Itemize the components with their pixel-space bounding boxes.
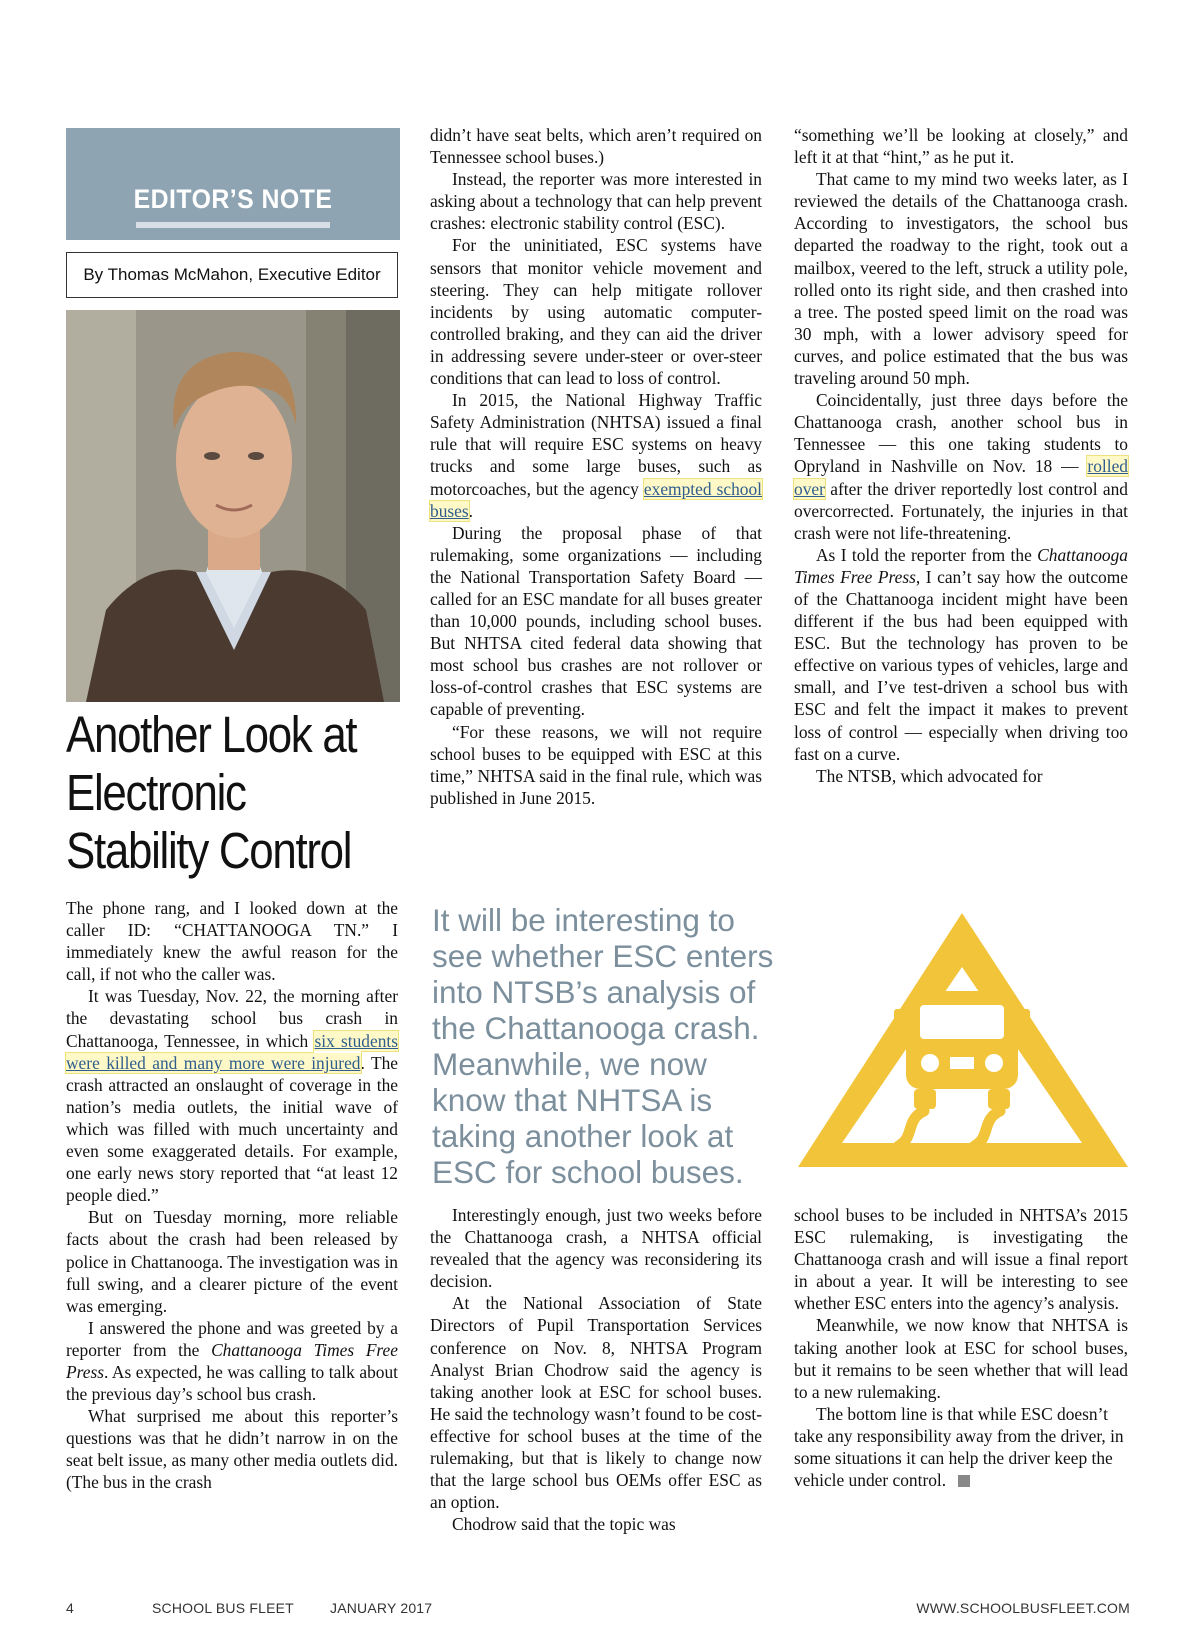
end-mark-square-icon — [958, 1475, 970, 1487]
paragraph: During the proposal phase of that rulemaking, some organizations — including the National Transportation Safety Board — called for an ESC mandate for all buses greater than 10,000 pounds, including school buses. But NHTSA cited federal data showing that most school bus crashes are not rollover or loss-of-control crashes that ESC systems are capable of preventing. — [430, 522, 762, 720]
school-bus-skid-warning-icon — [790, 905, 1135, 1175]
paragraph: Meanwhile, we now know that NHTSA is taking another look at ESC for school buses, but it remains to be seen whether that will lead to a new rulemaking. — [794, 1315, 1128, 1402]
link-six-students-killed[interactable]: six students were killed and many more were injured — [66, 1030, 399, 1073]
column-2-bottom-body — [430, 1204, 762, 1535]
paragraph: school buses to be included in NHTSA’s 2015 ESC rulemaking, is investigating the Chattanooga crash and will issue a final report in about a year. It will be interesting to see whether ESC enters into the agency’s analysis. — [794, 1205, 1128, 1314]
paragraph: Instead, the reporter was more interested in asking about a technology that can help prevent crashes: electronic stability control (ESC). — [430, 169, 762, 234]
paragraph: “For these reasons, we will not require school buses to be equipped with ESC at this time,” NHTSA said in the final rule, which was published in June 2015. — [430, 721, 762, 808]
paragraph: As I told the reporter from the Chattanooga Times Free Press, I can’t say how the outcome of the Chattanooga incident might have been different if the bus had been equipped with ESC. But the technology has proven to be effective on various types of vehicles, large and small, and I’ve test-driven a school bus with ESC and felt the impact it makes to prevent loss of control — especially when driving too fast on a curve. — [794, 544, 1128, 764]
paragraph: For the uninitiated, ESC systems have sensors that monitor vehicle movement and steering. They can help mitigate rollover incidents by using automatic computer-controlled braking, and they can aid the driver in addressing severe under-steer or over-steer conditions that can lead to loss of control. — [430, 235, 762, 389]
byline-box — [66, 252, 398, 298]
editor-portrait-photo — [66, 310, 400, 702]
footer-publication: SCHOOL BUS FLEET — [152, 1600, 294, 1616]
paragraph: Chodrow said that the topic was — [452, 1514, 676, 1535]
paragraph: The NTSB, which advocated for — [816, 765, 1043, 786]
link-rolled-over[interactable]: rolled over — [794, 456, 1128, 499]
footer-page-number: 4 — [66, 1600, 74, 1616]
banner-label: EDITOR’S NOTE — [133, 184, 333, 214]
paragraph: At the National Association of State Directors of Pupil Transportation Services conference on Nov. 8, NHTSA Program Analyst Brian Chodrow said the agency is taking another look at ESC for school buses. He said the technology wasn’t found to be cost-effective for school buses at the time of the rulemaking, but that is likely to change now that the large school bus OEMs offer ESC as an option. — [430, 1293, 762, 1513]
article-headline — [66, 706, 406, 880]
paragraph: But on Tuesday morning, more reliable facts about the crash had been released by police in Chattanooga. The investigation was in full swing, and a clearer picture of the event was emerging. — [66, 1207, 398, 1316]
paragraph: Interestingly enough, just two weeks before the Chattanooga crash, a NHTSA official revealed that the agency was reconsidering its decision. — [430, 1205, 762, 1292]
paragraph: The phone rang, and I looked down at the caller ID: “CHATTANOOGA TN.” I immediately knew the awful reason for the call, if not who the caller was. — [66, 898, 398, 985]
column-3-bottom-body — [794, 1204, 1128, 1491]
footer-website-link[interactable]: WWW.SCHOOLBUSFLEET.COM — [916, 1600, 1130, 1616]
pull-quote: It will be interesting to see whether ESC enters into NTSB’s analysis of the Chattanooga crash. Meanwhile, we now know that NHTSA is taking another look at ESC for school buses. — [432, 902, 774, 1190]
headline-line-1: Another Look at — [66, 706, 357, 763]
column-1-body — [66, 897, 398, 1494]
byline: By Thomas McMahon, Executive Editor — [83, 265, 381, 284]
paragraph: It was Tuesday, Nov. 22, the morning after the devastating school bus crash in Chattanooga, Tennessee, in which six students were killed and many more were injured. The crash attracted an onslaught of coverage in the nation’s media outlets, the initial wave of which was filled with much uncertainty and even some exaggerated details. For example, one early news story reported that “at least 12 people died.” — [66, 986, 399, 1206]
paragraph: The bottom line is that while ESC doesn’t take any responsibility away from the driver, in some situations it can help the driver keep the vehicle under control. — [794, 1403, 1124, 1491]
column-2-top-body — [430, 124, 762, 809]
paragraph: didn’t have seat belts, which aren’t required on Tennessee school buses.) — [430, 125, 762, 168]
link-exempted-school-buses[interactable]: exempted school buses — [430, 478, 762, 521]
paragraph: What surprised me about this reporter’s questions was that he didn’t narrow in on the seat belt issue, as many other media outlets did. (The bus in the crash — [66, 1406, 398, 1493]
paragraph: I answered the phone and was greeted by a reporter from the Chattanooga Times Free Press. As expected, he was calling to talk about the previous day’s school bus crash. — [66, 1317, 398, 1405]
banner-underline — [136, 222, 330, 228]
paragraph: “something we’ll be looking at closely,” and left it at that “hint,” as he put it. — [794, 125, 1128, 168]
headline-line-2: Electronic — [66, 764, 246, 821]
paragraph: Coincidentally, just three days before the Chattanooga crash, another school bus in Tennessee — this one taking students to Opryland in Nashville on Nov. 18 — rolled over after the driver reportedly lost control and overcorrected. Fortunately, the injuries in that crash were not life-threatening. — [794, 390, 1128, 543]
column-3-top-body — [794, 124, 1128, 787]
paragraph: That came to my mind two weeks later, as I reviewed the details of the Chattanooga crash. According to investigators, the school bus departed the roadway to the right, took out a mailbox, veered to the left, struck a utility pole, rolled onto its right side, and then crashed into a tree. The posted speed limit on the road was 30 mph, with a lower advisory speed for curves, and police estimated that the bus was traveling around 50 mph. — [794, 169, 1128, 389]
headline-line-3: Stability Control — [66, 822, 352, 879]
editors-note-banner — [66, 128, 400, 240]
footer-issue-date: JANUARY 2017 — [330, 1600, 433, 1616]
paragraph: In 2015, the National Highway Traffic Safety Administration (NHTSA) issued a final rule that will require ESC systems on heavy trucks and some large buses, such as motorcoaches, but the agency exempted school buses. — [430, 390, 762, 521]
